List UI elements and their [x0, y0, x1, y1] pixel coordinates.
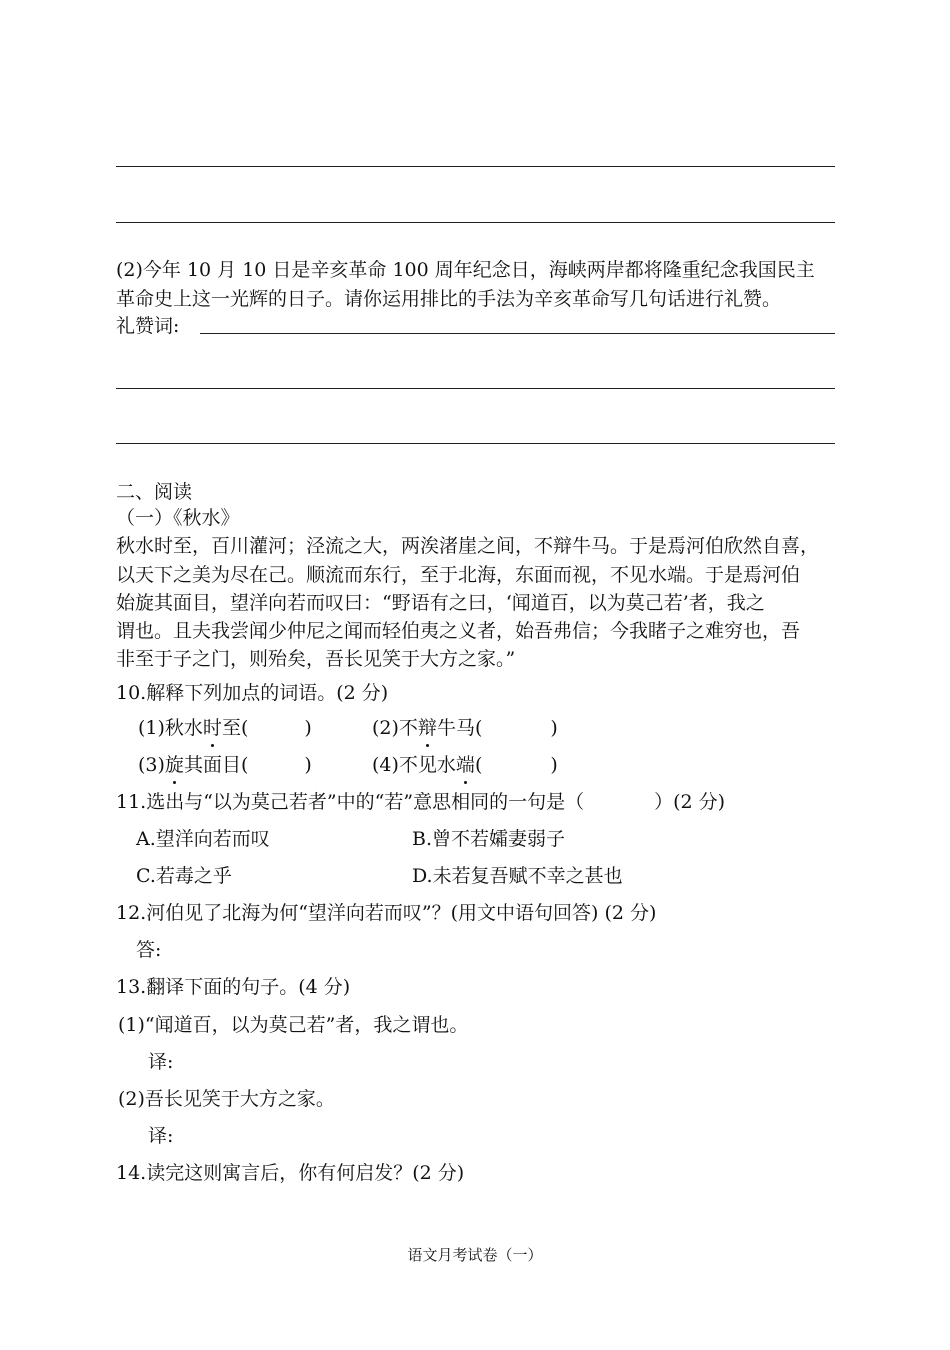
- passage-line: 非至于子之门，则殆矣，吾长见笑于大方之家。”: [116, 648, 516, 670]
- q14-stem: 14.读完这则寓言后，你有何启发？(2 分): [116, 1162, 465, 1184]
- answer-line-3[interactable]: [116, 388, 835, 389]
- q13-translate-label-2: 译:: [148, 1125, 174, 1147]
- q13-stem: 13.翻译下面的句子。(4 分): [116, 976, 351, 998]
- q13-sentence-2: (2)吾长见笑于大方之家。: [118, 1088, 335, 1110]
- section-subtitle: （一）《秋水》: [116, 507, 240, 529]
- q2-line-2: 革命史上这一光辉的日子。请你运用排比的手法为辛亥革命写几句话进行礼赞。: [116, 288, 782, 310]
- passage-line: 谓也。且夫我尝闻少仲尼之闻而轻伯夷之义者，始吾弗信；今我睹子之难穷也，吾: [116, 620, 801, 642]
- q10-item-1: (1)秋水时至( ): [138, 717, 312, 739]
- passage-line: 秋水时至，百川灌河；泾流之大，两涘渚崖之间，不辩牛马。于是焉河伯欣然自喜，: [116, 535, 820, 557]
- answer-line-1[interactable]: [116, 166, 835, 167]
- page-footer: 语文月考试卷（一）: [407, 1246, 543, 1264]
- section-title: 二、阅读: [116, 481, 193, 503]
- q11-option-d[interactable]: D.未若复吾赋不幸之甚也: [412, 865, 623, 887]
- answer-line-4[interactable]: [116, 443, 835, 444]
- q11-option-b[interactable]: B.曾不若孀妻弱子: [412, 828, 566, 850]
- q11-option-c[interactable]: C.若毒之乎: [136, 865, 232, 887]
- praise-answer-line[interactable]: [200, 333, 835, 334]
- q10-item-4: (4)不见水端( ): [372, 754, 558, 776]
- q10-item-2: (2)不辩牛马( ): [372, 717, 558, 739]
- q11-stem: 11.选出与“以为莫己若者”中的“若”意思相同的一句是（ ）(2 分): [116, 791, 726, 813]
- q12-answer-label: 答:: [136, 939, 162, 961]
- passage-line: 以天下之美为尽在己。顺流而东行，至于北海，东面而视，不见水端。于是焉河伯: [116, 564, 801, 586]
- q13-sentence-1: (1)“闻道百，以为莫己若”者，我之谓也。: [118, 1014, 469, 1036]
- q12-stem: 12.河伯见了北海为何“望洋向若而叹”？(用文中语句回答) (2 分): [116, 902, 657, 924]
- answer-line-2[interactable]: [116, 222, 835, 223]
- q10-stem: 10.解释下列加点的词语。(2 分): [116, 682, 389, 704]
- passage-line: 始旋其面目，望洋向若而叹曰：“野语有之曰，‘闻道百，以为莫己若’者，我之: [116, 592, 765, 614]
- q10-item-3: (3)旋其面目( ): [138, 754, 312, 776]
- q13-translate-label-1: 译:: [148, 1051, 174, 1073]
- q2-line-1: (2)今年 10 月 10 日是辛亥革命 100 周年纪念日，海峡两岸都将隆重纪念我国民主: [116, 259, 815, 281]
- q2-label: 礼赞词:: [116, 315, 180, 337]
- q11-option-a[interactable]: A.望洋向若而叹: [136, 828, 270, 850]
